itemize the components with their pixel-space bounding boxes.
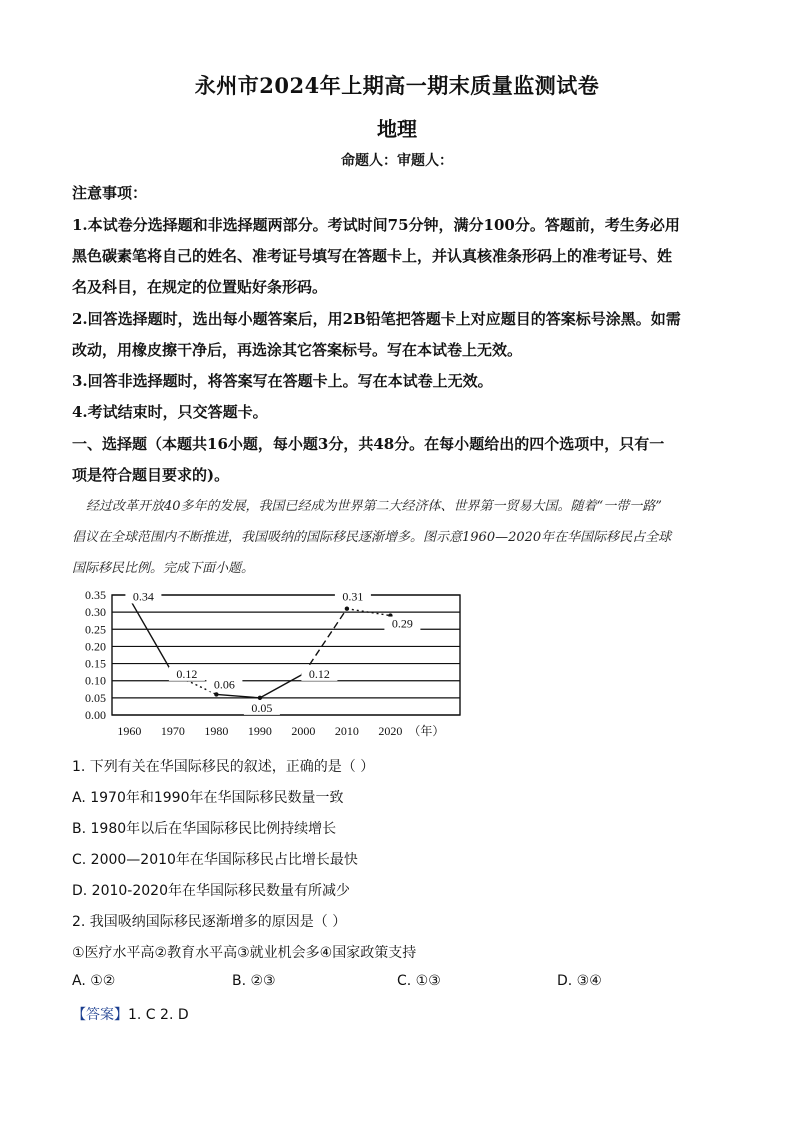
y-axis-ticks (85, 588, 106, 722)
x-axis-unit: （年） (408, 724, 445, 738)
series-segment (129, 598, 173, 673)
data-point (345, 607, 349, 611)
passage-line: 倡议在全球范围内不断推进，我国吸纳的国际移民逐渐增多。图示意1960—2020年在华国际移民占全球 (72, 530, 672, 545)
question-1-option-d: D. 2010-2020年在华国际移民数量有所减少 (72, 883, 350, 899)
data-point (258, 696, 262, 700)
x-tick-label: 2000 (291, 724, 316, 738)
x-tick-label: 1990 (247, 724, 272, 738)
x-tick-label: 1960 (117, 724, 142, 738)
chart-grid (112, 595, 460, 715)
notice-line: 3.回答非选择题时，将答案写在答题卡上。写在本试卷上无效。 (72, 372, 493, 390)
data-point (214, 692, 218, 696)
notice-line: 名及科目，在规定的位置贴好条形码。 (72, 278, 328, 296)
question-1-option-a: A. 1970年和1990年在华国际移民数量一致 (72, 790, 344, 806)
passage-line: 国际移民比例。完成下面小题。 (72, 561, 255, 576)
y-tick-label: 0.35 (85, 588, 106, 602)
exam-title: 永州市2024年上期高一期末质量监测试卷 (194, 73, 600, 98)
y-tick-label: 0.15 (85, 656, 106, 671)
notice-line: 改动，用橡皮擦干净后，再选涂其它答案标号。写在本试卷上无效。 (72, 341, 523, 359)
y-tick-label: 0.05 (85, 690, 106, 705)
x-tick-label: 1970 (160, 724, 185, 738)
y-tick-label: 0.00 (85, 708, 106, 722)
notice-line: 4.考试结束时，只交答题卡。 (72, 403, 268, 421)
x-tick-label: 2020 (378, 724, 403, 738)
x-tick-label: 1980 (204, 724, 229, 738)
plot-frame (112, 595, 460, 715)
data-label: 0.05 (251, 700, 273, 715)
question-1-option-b: B. 1980年以后在华国际移民比例持续增长 (72, 821, 337, 837)
answer-line (72, 1004, 189, 1024)
data-label: 0.31 (342, 589, 364, 604)
migrant-ratio-chart (60, 585, 480, 745)
question-2-option-b: B. ②③ (232, 973, 276, 989)
x-axis-ticks (117, 724, 402, 738)
section-heading: 一、选择题（本题共16小题，每小题3分，共48分。在每小题给出的四个选项中，只有一 (72, 435, 665, 453)
exam-authors: 命题人：审题人： (341, 153, 453, 169)
question-2-option-c: C. ①③ (397, 973, 441, 989)
x-tick-label: 2010 (334, 724, 359, 738)
y-tick-label: 0.10 (85, 673, 106, 688)
passage-line: 经过改革开放40多年的发展，我国已经成为世界第二大经济体、世界第一贸易大国。随着“一带一路” (86, 499, 662, 514)
notice-title: 注意事项： (72, 184, 148, 202)
data-labels (125, 589, 420, 714)
data-label: 0.12 (308, 666, 330, 681)
data-label: 0.29 (391, 616, 413, 631)
question-2-statements: ①医疗水平高②教育水平高③就业机会多④国家政策支持 (72, 945, 417, 961)
question-2-option-a: A. ①② (72, 973, 116, 989)
question-1-stem: 1. 下列有关在华国际移民的叙述，正确的是（ ） (72, 759, 375, 775)
y-tick-label: 0.20 (85, 639, 106, 654)
answer-text: 1. C 2. D (128, 1007, 189, 1023)
notice-line: 2.回答选择题时，选出每小题答案后，用2B铅笔把答题卡上对应题目的答案标号涂黑。如需 (72, 310, 681, 328)
data-label: 0.06 (213, 677, 235, 692)
y-tick-label: 0.30 (85, 605, 106, 620)
y-tick-label: 0.25 (85, 622, 106, 637)
series-segment (260, 674, 304, 698)
exam-subject: 地理 (377, 117, 417, 141)
answer-label: 【答案】 (72, 1007, 128, 1023)
notice-line: 1.本试卷分选择题和非选择题两部分。考试时间75分钟，满分100分。答题前，考生务必用 (72, 216, 680, 234)
question-1-option-c: C. 2000—2010年在华国际移民占比增长最快 (72, 852, 358, 868)
data-label: 0.12 (176, 666, 198, 681)
question-2-option-d: D. ③④ (557, 973, 602, 989)
section-heading: 项是符合题目要求的)。 (72, 466, 230, 484)
question-2-stem: 2. 我国吸纳国际移民逐渐增多的原因是（ ） (72, 914, 347, 930)
notice-line: 黑色碳素笔将自己的姓名、准考证号填写在答题卡上，并认真核准条形码上的准考证号、姓 (72, 247, 673, 265)
data-label: 0.34 (132, 589, 154, 604)
